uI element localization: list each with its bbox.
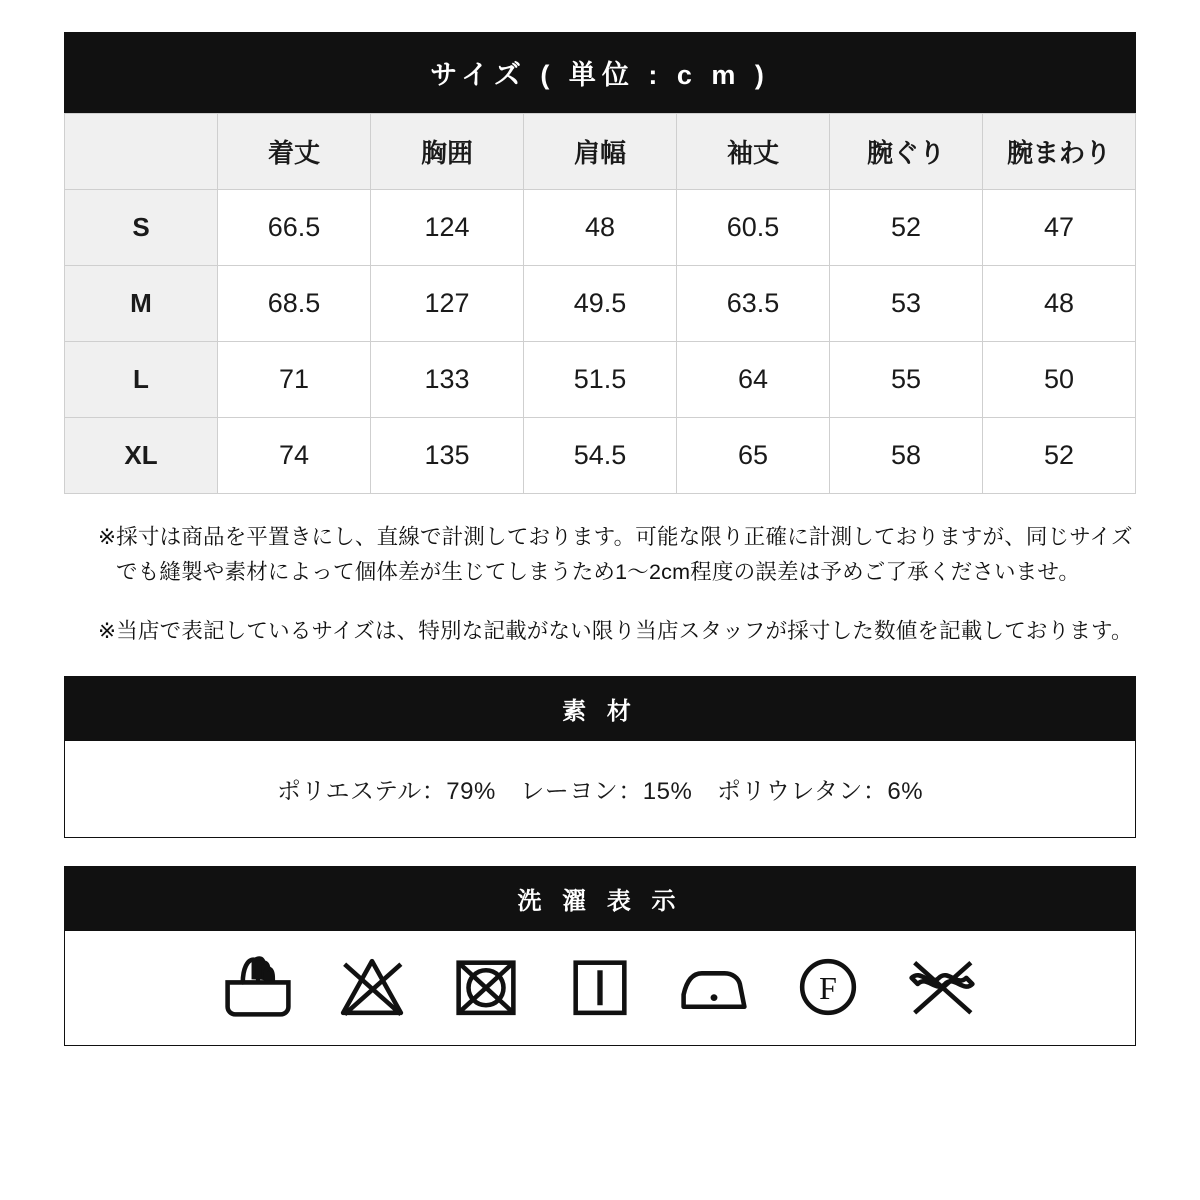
cell-udemawari: 50 bbox=[983, 342, 1136, 418]
cell-udemawari: 52 bbox=[983, 418, 1136, 494]
row-header-size: S bbox=[65, 190, 218, 266]
cell-udeguri: 53 bbox=[830, 266, 983, 342]
cell-udemawari: 47 bbox=[983, 190, 1136, 266]
size-table bbox=[64, 32, 1136, 494]
cell-katahaba: 49.5 bbox=[524, 266, 677, 342]
cell-kyoui: 124 bbox=[371, 190, 524, 266]
cell-katahaba: 54.5 bbox=[524, 418, 677, 494]
no-tumble-dry-icon bbox=[448, 949, 524, 1025]
cell-sodetake: 60.5 bbox=[677, 190, 830, 266]
cell-udeguri: 55 bbox=[830, 342, 983, 418]
table-row bbox=[65, 190, 1136, 266]
column-header-udeguri: 腕ぐり bbox=[830, 114, 983, 190]
table-header-row bbox=[65, 114, 1136, 190]
cell-kyoui: 133 bbox=[371, 342, 524, 418]
row-header-size: XL bbox=[65, 418, 218, 494]
row-header-size: L bbox=[65, 342, 218, 418]
dry-clean-f-icon bbox=[790, 949, 866, 1025]
cell-sodetake: 65 bbox=[677, 418, 830, 494]
cell-kitake: 68.5 bbox=[218, 266, 371, 342]
material-block bbox=[64, 676, 1136, 838]
column-header-kitake: 着丈 bbox=[218, 114, 371, 190]
size-table-body bbox=[65, 190, 1136, 494]
cell-udemawari: 48 bbox=[983, 266, 1136, 342]
size-table-caption: サイズ ( 単位 : c m ) bbox=[64, 32, 1136, 113]
column-header-katahaba: 肩幅 bbox=[524, 114, 677, 190]
no-wringing-icon bbox=[904, 949, 980, 1025]
material-title: 素 材 bbox=[65, 677, 1135, 741]
column-header-udemawari: 腕まわり bbox=[983, 114, 1136, 190]
note-measurement: ※採寸は商品を平置きにし、直線で計測しております。可能な限り正確に計測しておりますが、同じサイズでも縫製や素材によって個体差が生じてしまうため1〜2cm程度の誤差は予めご了承くださいませ。 bbox=[98, 525, 1133, 584]
drip-dry-line-icon bbox=[562, 949, 638, 1025]
cell-kitake: 74 bbox=[218, 418, 371, 494]
table-row bbox=[65, 418, 1136, 494]
wash-block bbox=[64, 866, 1136, 1046]
no-bleach-icon bbox=[334, 949, 410, 1025]
wash-title: 洗 濯 表 示 bbox=[65, 867, 1135, 931]
hand-wash-icon bbox=[220, 949, 296, 1025]
svg-text:F: F bbox=[819, 971, 837, 1007]
size-table-corner bbox=[65, 114, 218, 190]
size-table-head bbox=[65, 114, 1136, 190]
column-header-sodetake: 袖丈 bbox=[677, 114, 830, 190]
iron-low-icon bbox=[676, 949, 752, 1025]
cell-sodetake: 64 bbox=[677, 342, 830, 418]
table-row bbox=[65, 266, 1136, 342]
row-header-size: M bbox=[65, 266, 218, 342]
cell-kitake: 66.5 bbox=[218, 190, 371, 266]
table-row bbox=[65, 342, 1136, 418]
cell-kitake: 71 bbox=[218, 342, 371, 418]
cell-katahaba: 51.5 bbox=[524, 342, 677, 418]
note-staff-measured: ※当店で表記しているサイズは、特別な記載がない限り当店スタッフが採寸した数値を記載しております。 bbox=[98, 618, 1133, 643]
cell-sodetake: 63.5 bbox=[677, 266, 830, 342]
cell-udeguri: 58 bbox=[830, 418, 983, 494]
cell-udeguri: 52 bbox=[830, 190, 983, 266]
cell-katahaba: 48 bbox=[524, 190, 677, 266]
wash-symbols bbox=[65, 931, 1135, 1045]
material-text: ポリエステル：79% レーヨン：15% ポリウレタン：6% bbox=[65, 741, 1135, 837]
notes-section bbox=[64, 520, 1136, 648]
cell-kyoui: 127 bbox=[371, 266, 524, 342]
cell-kyoui: 135 bbox=[371, 418, 524, 494]
column-header-kyoui: 胸囲 bbox=[371, 114, 524, 190]
